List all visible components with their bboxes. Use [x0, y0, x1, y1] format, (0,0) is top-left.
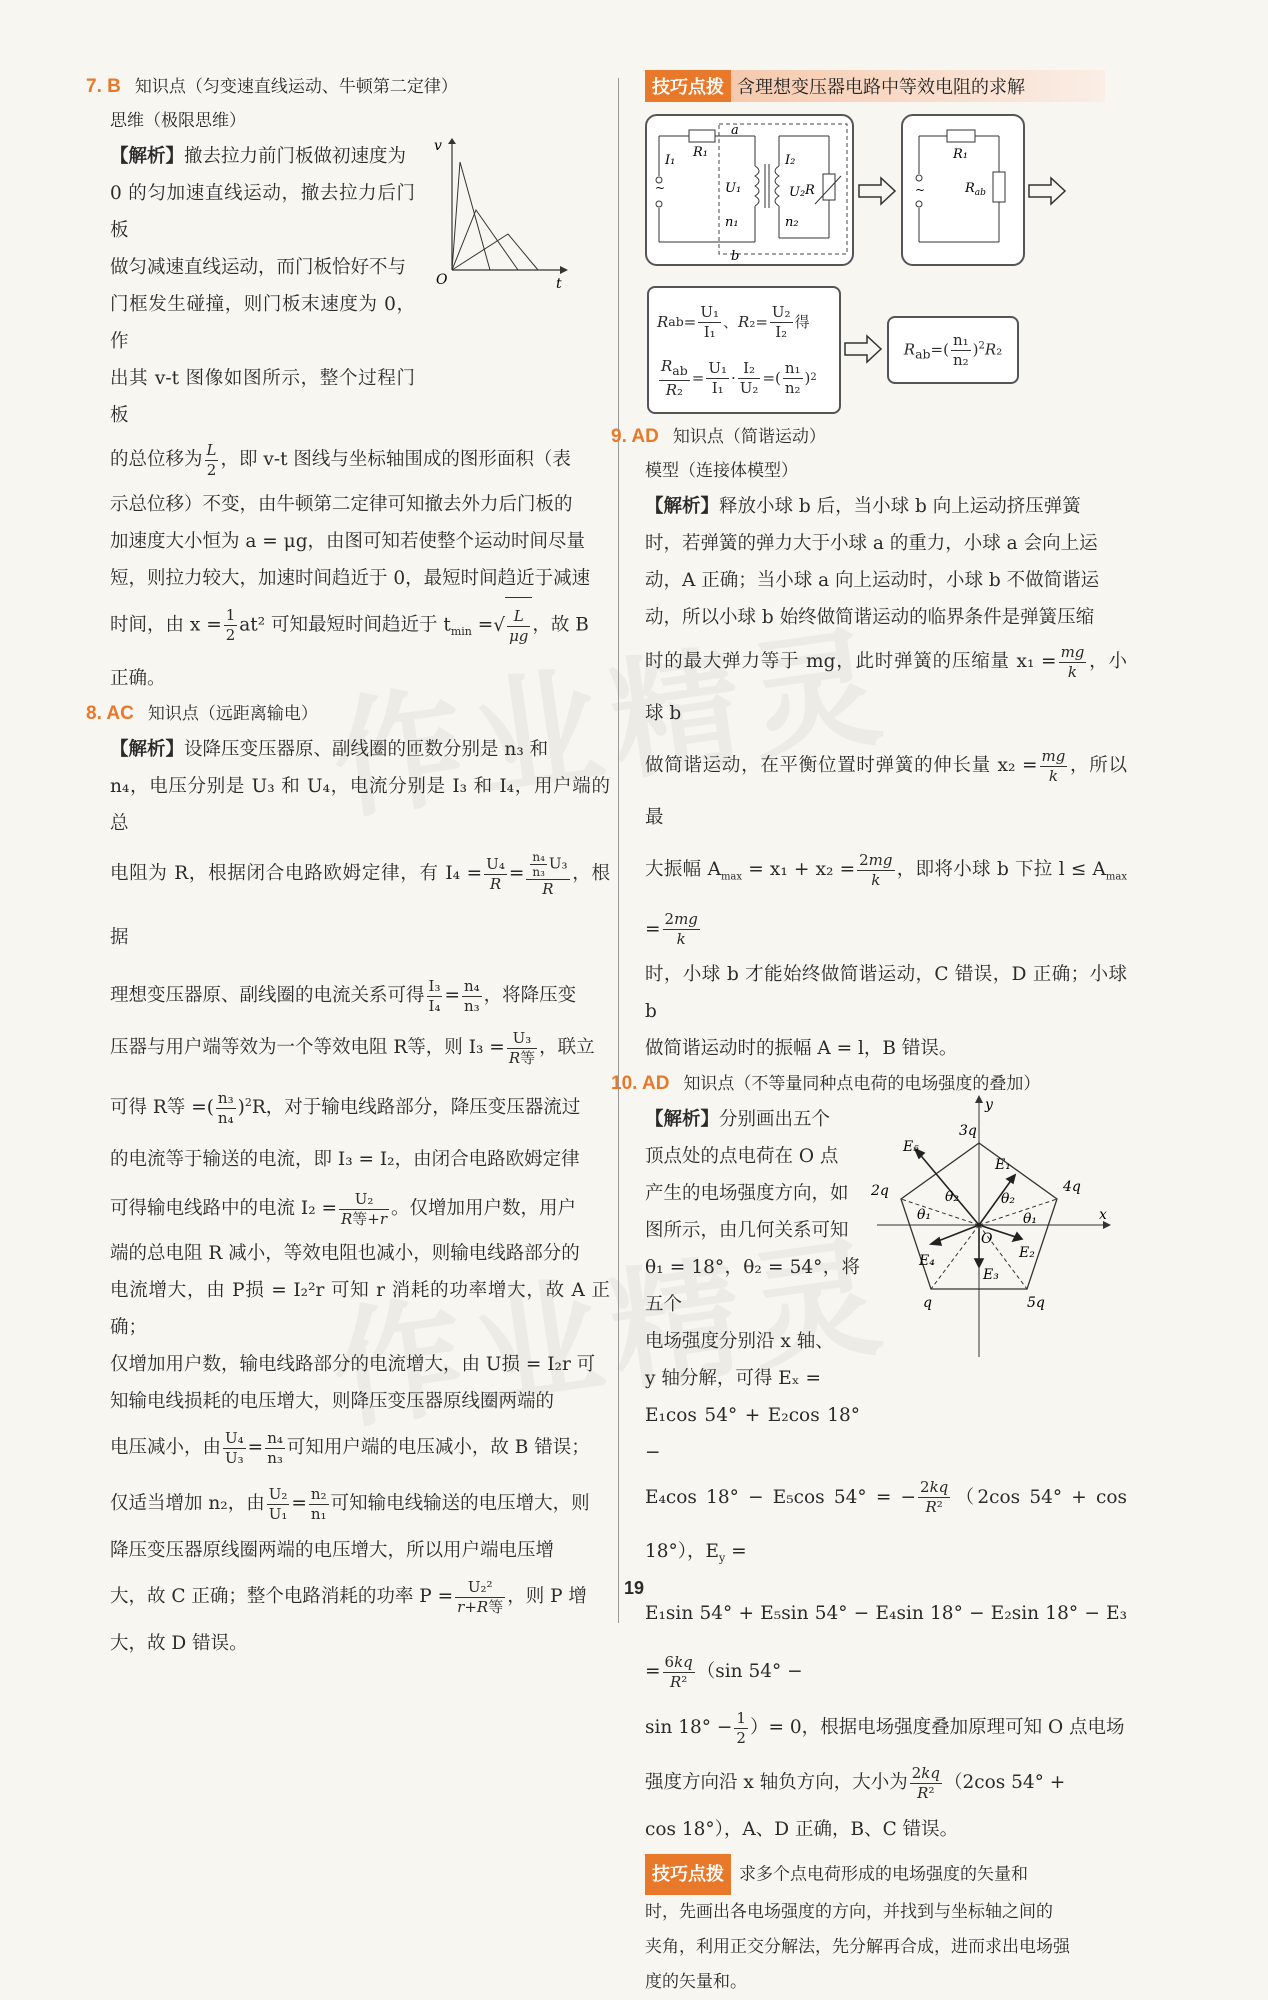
text-line: 门框发生碰撞，则门板末速度为 0，作 — [110, 294, 415, 352]
svg-text:Rab: $R_{ab}$ — [965, 181, 986, 198]
arrow-right-icon — [843, 334, 883, 364]
formula-box: R ab = $\frac{\text{U₁}}{\text{I₁}}$ 、 R ₂= $\frac{\text{U₂}}{\text{I₂}}$ 得 $\frac{R_{ab}}{\text{R₂}}$ = $\frac{\text{U₁}}{\text{I₁}}$ · $\frac{\text{I₂}}{\text{U₂}}$ =( $\frac{\text{n₁}}{\text{n₂}}$ ) 2 — [647, 286, 841, 414]
svg-text:I₁: I₁ — [665, 153, 676, 168]
text-line: 电场强度分别沿 x 轴、 — [645, 1330, 834, 1352]
text-segment: ，即 v-t 图线与坐标轴围成的图形面积（表 — [220, 449, 571, 470]
text-segment: 电阻为 R，根据闭合电路欧姆定律，有 I₄ = — [110, 863, 483, 885]
text-line: 加速度大小恒为 a = μg，由图可知若使整个运动时间尽量 — [110, 531, 586, 552]
text-segment: 可得 R等 = — [110, 1097, 207, 1119]
text-line: 时，小球 b 才能始终做简谐运动，C 错误，D 正确；小球 b — [645, 963, 1127, 1022]
text-line: 时，先画出各电场强度的方向，并找到与坐标轴之间的 — [645, 1902, 1053, 1923]
text-line: 撤去拉力前门板做初速度为 — [184, 146, 407, 167]
equivalent-resistance-diagrams — [645, 110, 1127, 420]
jiexi-label: 【解析】 — [110, 146, 185, 167]
formula-n2-n1: $\frac{\text{n₂}}{\text{n₁}}$ — [310, 1484, 327, 1523]
text-line: 仅增加用户数，输电线路部分的电流增大，由 U损 = I₂r 可 — [110, 1354, 596, 1376]
svg-text:n₁: n₁ — [725, 215, 739, 230]
text-segment: （sin 54° − — [696, 1661, 803, 1683]
text-segment: 释放小球 b 后，当小球 b 向上运动挤压弹簧 — [719, 496, 1081, 517]
text-segment: 时的最大弹力等于 mg，此时弹簧的压缩量 x₁ = — [645, 651, 1057, 672]
text-line: 顶点处的点电荷在 O 点 — [645, 1145, 839, 1167]
text-segment: ，将降压变 — [483, 985, 577, 1007]
jiexi-label: 【解析】 — [645, 496, 720, 517]
axis-arrow-icon — [560, 266, 568, 274]
origin-label: O — [436, 272, 448, 288]
knowledge-point: 知识点（匀变速直线运动、牛顿第二定律） — [134, 77, 458, 97]
left-column — [86, 70, 610, 1662]
knowledge-point: 知识点（不等量同种点电荷的电场强度的叠加） — [683, 1073, 1041, 1094]
formula-2mg-k: $\frac{2mg}{k}$ — [859, 850, 893, 889]
equivalent-circuit-box — [901, 114, 1025, 266]
diagram-label: θ₁ — [917, 1206, 932, 1223]
formula-I2: $\frac{\text{U₂}}{\text{R等+r}}$ — [341, 1189, 388, 1228]
axis-arrow-icon — [975, 1095, 983, 1103]
diagram-label: x — [1099, 1206, 1107, 1223]
text-line: y 轴分解，可得 Eₓ = — [645, 1367, 821, 1389]
formula-6kq-R2: $\frac{6kq}{\text{R²}}$ — [664, 1652, 693, 1691]
text-segment: at² 可知最短时间趋近于 t — [239, 614, 451, 636]
diagram-label: 2q — [871, 1182, 889, 1199]
result-formula-box: $R_{ab}=$( $\frac{\text{n₁}}{\text{n₂}}$ )$^2$R₂ — [887, 316, 1019, 384]
vt-graph — [428, 138, 568, 298]
formula-power: $\frac{\text{U₂²}}{\text{r+R等}}$ — [457, 1577, 504, 1616]
text-line: 产生的电场强度方向，如 — [645, 1182, 849, 1204]
text-line: θ₁ = 18°，θ₂ = 54°，将五个 — [645, 1256, 860, 1315]
formula-mg-k: $\frac{mg}{k}$ — [1060, 642, 1085, 681]
text-segment: ，联立 — [539, 1037, 595, 1059]
text-segment: ，所以最 — [645, 755, 1127, 828]
text-segment: 做简谐运动，在平衡位置时弹簧的伸长量 x₂ = — [645, 755, 1038, 776]
formula-sqrt-L-mu-g: √ $\frac{L}{\mu g}$ — [493, 597, 532, 654]
transformer-circuit-box — [645, 114, 854, 266]
text-line: 的电流等于输送的电流，即 I₃ = I₂，由闭合电路欧姆定律 — [110, 1149, 580, 1171]
diagram-label: θ₂ — [945, 1188, 960, 1205]
text-segment: 时间，由 x = — [110, 614, 222, 636]
arrow-right-icon — [857, 176, 897, 206]
text-segment: = — [725, 1540, 747, 1562]
text-line: 示总位移）不变，由牛顿第二定律可知撤去外力后门板的 — [110, 494, 573, 515]
text-segment: E₁sin 54° + E₅sin 54° − E₄sin 18° − E₂sin 18° − E₃ = — [645, 1603, 1127, 1683]
tip-title: 含理想变压器电路中等效电阻的求解 — [731, 70, 1105, 102]
text-segment: 可知用户端的电压减小，故 B 错误； — [286, 1437, 590, 1459]
diagram-label: E₅ — [903, 1138, 919, 1155]
text-line: 图所示，由几何关系可知 — [645, 1219, 849, 1241]
question-7: 7. B 知识点（匀变速直线运动、牛顿第二定律） 思维（极限思维） v t O 【解析】撤去拉力前门板做初速度为 0 的匀加速直线运动，撤去拉力后门板 做匀减速直线运动，而门板恰好不与 门框发生碰撞，则门板末速度为 0，作 出其 v-t 图像如图所示，整个过程门板 的总位移为 $\frac{L}{2}$ ，即 v-t 图线与坐标轴围成的图形面积（表 示总位移）不变，由牛顿第二定律可知撤去外力后门板的 加速度大小恒为 a = μg，由图可知若使整个运动时间尽量 短，则拉力较大，加速时间趋近于 0，最短时间趋近于减速 时间，由 x = $\frac{1}{2}$ at² 可知最短时间趋近于 $t_{min}$ =√ $\frac{L}{\mu g}$ ，故 B 正确。 — [110, 70, 610, 697]
arrow-right-icon — [1027, 176, 1067, 206]
svg-text:R: R — [805, 183, 815, 198]
text-segment: 可知输电线输送的电压增大，则 — [330, 1493, 590, 1515]
knowledge-point: 知识点（简谐运动） — [672, 427, 826, 447]
text-line: 做匀减速直线运动，而门板恰好不与 — [110, 257, 407, 278]
svg-text:R₁: R₁ — [953, 147, 968, 162]
question-8: 8. AC 知识点（远距离输电） 【解析】设降压变压器原、副线圈的匝数分别是 n₃ 和 n₄，电压分别是 U₃ 和 U₄，电流分别是 I₃ 和 I₄，用户端的总 电阻为 R，根据闭合电路欧姆定律，有 I₄ = $\frac{\text{U₄}}{R}$ = $\frac{\text{n₄}}{\text{n₃}}$ U₃ R ，根据 理想变压器原、副线圈的电流关系可得 $\frac{\text{I₃}}{\text{I₄}}$ = $\frac{\text{n₄}}{\text{n₃}}$ ，将降压变 压器与用户端等效为一个等效电阻 R等，则 I₃ = $\frac{\text{U₃}}{\text{R等}}$ ，联立 可得 R等 =( $\frac{\text{n₃}}{\text{n₄}}$ )$^2$R，对于输电线路部分，降压变压器流过 的电流等于输送的电流，即 I₃ = I₂，由闭合电路欧姆定律 可得输电线路中的电流 I₂ = $\frac{\text{U₂}}{\text{R等+r}}$ 。仅增加用户数，用户 端的总电阻 R 减小，等效电阻也减小，则输电线路部分的 电流增大，由 P损 = I₂²r 可知 r 消耗的功率增大，故 A 正确； 仅增加用户数，输电线路部分的电流增大，由 U损 = I₂r 可 知输电线损耗的电压增大，则降压变压器原线圈两端的 电压减小，由 $\frac{\text{U₄}}{\text{U₃}}$ = $\frac{\text{n₄}}{\text{n₃}}$ 可知用户端的电压减小，故 B 错误； 仅适当增加 n₂，由 $\frac{\text{U₂}}{\text{U₁}}$ = $\frac{\text{n₂}}{\text{n₁}}$ 可知输电线输送的电压增大，则 降压变压器原线圈两端的电压增大，所以用户端电压增 大，故 C 正确；整个电路消耗的功率 P = $\frac{\text{U₂²}}{\text{r+R等}}$ ，则 P 增 大，故 D 错误。 — [110, 697, 610, 1662]
text-segment: ，故 B — [532, 614, 589, 636]
pentagon-field-diagram — [867, 1095, 1117, 1365]
text-segment: ）= 0，根据电场强度叠加原理可知 O 点电场 — [749, 1717, 1125, 1739]
text-line: 夹角，利用正交分解法，先分解再合成，进而求出电场强 — [645, 1937, 1070, 1958]
tip-section-2 — [645, 1854, 1127, 2000]
svg-text:I₂: I₂ — [785, 153, 796, 168]
formula-current-ratio: $\frac{\text{I₃}}{\text{I₄}}$ — [428, 976, 441, 1015]
v-axis-label: v — [434, 138, 442, 154]
text-segment: 强度方向沿 x 轴负方向，大小为 — [645, 1772, 908, 1794]
answer-number: 10. AD — [611, 1072, 670, 1094]
formula-2mg-k: $\frac{2mg}{k}$ — [664, 910, 698, 949]
text-line: 0 的匀加速直线运动，撤去拉力后门板 — [110, 183, 415, 241]
diagram-label: E₂ — [1019, 1244, 1035, 1261]
text-segment: 求多个点电荷形成的电场强度的矢量和 — [739, 1864, 1028, 1885]
formula-L-over-2: $\frac{L}{2}$ — [206, 440, 217, 479]
diagram-label: 4q — [1063, 1178, 1081, 1195]
formula-I4: $\frac{\text{U₄}}{R}$ — [486, 854, 505, 893]
svg-text:~: ~ — [915, 183, 926, 197]
answer-number: 8. AC — [86, 703, 134, 725]
text-line: E₁cos 54° + E₂cos 18° − — [645, 1404, 860, 1463]
knowledge-point: 知识点（远距离输电） — [147, 704, 318, 725]
formula-2kq-R2: $\frac{2kq}{\text{R²}}$ — [920, 1478, 949, 1517]
text-segment: ，小球 b — [645, 651, 1127, 724]
transformer-circuit — [647, 116, 852, 264]
text-segment: 仅适当增加 n₂，由 — [110, 1493, 265, 1515]
text-segment: （2cos 54° + cos 18°），E — [645, 1486, 1127, 1562]
jiexi-label: 【解析】 — [645, 1108, 720, 1130]
column-divider — [618, 78, 619, 1623]
text-segment: 大振幅 A — [645, 859, 721, 880]
formula-I4-b: $\frac{\text{n₄}}{\text{n₃}}$ U₃ R — [526, 850, 569, 899]
formula-half: $\frac{1}{2}$ — [736, 1708, 746, 1747]
text-line: 电流增大，由 P损 = I₂²r 可知 r 消耗的功率增大，故 A 正确； — [110, 1280, 610, 1339]
svg-text:a: a — [731, 123, 739, 138]
diagram-label: 5q — [1027, 1294, 1045, 1311]
text-line: 出其 v-t 图像如图所示，整个过程门板 — [110, 368, 415, 426]
svg-text:n₂: n₂ — [785, 215, 799, 230]
text-segment: E₄cos 18° − E₅cos 54° = − — [645, 1486, 917, 1508]
text-line: 做简谐运动时的振幅 A = l，B 错误。 — [645, 1037, 958, 1059]
diagram-label: θ₂ — [1001, 1190, 1016, 1207]
tip-tag: 技巧点拨 — [645, 70, 731, 102]
text-segment: （2cos 54° + — [943, 1772, 1066, 1794]
separator: 、 — [723, 313, 739, 331]
formula-mg-k: $\frac{mg}{k}$ — [1041, 746, 1066, 785]
text-segment: 设降压变压器原、副线圈的匝数分别是 n₃ 和 — [184, 739, 549, 761]
text-segment: 大，故 C 正确；整个电路消耗的功率 P = — [110, 1586, 454, 1608]
svg-text:R₁: R₁ — [693, 145, 708, 160]
text-line: 正确。 — [110, 668, 166, 690]
text-segment: 分别画出五个 — [719, 1108, 831, 1130]
tip-tag: 技巧点拨 — [645, 1854, 731, 1895]
text-segment: ，根据 — [110, 863, 610, 949]
text-segment: = x₁ + x₂ = — [742, 859, 856, 880]
equivalent-circuit — [903, 116, 1023, 264]
text-line: 降压变压器原线圈两端的电压增大，所以用户端电压增 — [110, 1540, 555, 1562]
jiexi-label: 【解析】 — [110, 739, 185, 761]
text-segment: 。仅增加用户数，用户 — [391, 1198, 577, 1220]
svg-text:b: b — [731, 249, 740, 264]
diagram-label: E₄ — [919, 1252, 935, 1269]
formula-U2-U1: $\frac{\text{U₂}}{\text{U₁}}$ — [268, 1484, 288, 1523]
axis-arrow-icon — [448, 138, 456, 144]
text-segment: 电压减小，由 — [110, 1437, 222, 1459]
formula-turns-ratio: $\frac{\text{n₄}}{\text{n₃}}$ — [463, 976, 480, 1015]
text-line: 动，A 正确；当小球 a 向上运动时，小球 b 不做简谐运 — [645, 570, 1100, 591]
formula-U4-U3: $\frac{\text{U₄}}{\text{U₃}}$ — [225, 1428, 244, 1467]
text-segment: 可得输电线路中的电流 I₂ = — [110, 1198, 337, 1220]
formula-n4-n3: $\frac{\text{n₄}}{\text{n₃}}$ — [267, 1428, 283, 1467]
diagram-label: θ₁ — [1023, 1210, 1038, 1227]
text-line: 端的总电阻 R 减小，等效电阻也减小，则输电线路部分的 — [110, 1243, 580, 1265]
text-segment: = — [471, 614, 494, 636]
formula-half: $\frac{1}{2}$ — [225, 606, 236, 644]
formula-R-eq: ( $\frac{\text{n₃}}{\text{n₄}}$ )$^2$ — [206, 1088, 252, 1127]
svg-text:~: ~ — [655, 181, 666, 195]
text-segment: ，则 P 增 — [507, 1586, 587, 1608]
page-number: 19 — [623, 1578, 645, 1598]
text-segment: R，对于输电线路部分，降压变压器流过 — [251, 1097, 581, 1119]
formula-2kq-R2: $\frac{2kq}{\text{R²}}$ — [911, 1763, 940, 1802]
answer-number: 9. AD — [611, 426, 659, 447]
svg-text:U₁: U₁ — [725, 181, 742, 196]
diagram-label: 3q — [959, 1122, 977, 1139]
text-line: 度的矢量和。 — [645, 1972, 747, 1993]
text-line: n₄，电压分别是 U₃ 和 U₄，电流分别是 I₃ 和 I₄，用户端的总 — [110, 776, 610, 835]
diagram-label: O — [981, 1230, 993, 1247]
answer-number: 7. B — [86, 76, 121, 97]
text-line: 动，所以小球 b 始终做简谐运动的临界条件是弹簧压缩 — [645, 607, 1095, 628]
formula-connector: 得 — [794, 313, 810, 331]
text-segment: 压器与用户端等效为一个等效电阻 R等，则 I₃ = — [110, 1037, 505, 1059]
diagram-label: y — [985, 1096, 993, 1113]
text-segment: sin 18° − — [645, 1717, 733, 1739]
text-segment: ，即将小球 b 下拉 l ≤ A — [896, 859, 1106, 880]
question-9: 9. AD 知识点（简谐运动） 模型（连接体模型） 【解析】释放小球 b 后，当小球 b 向上运动挤压弹簧 时，若弹簧的弹力大于小球 a 的重力，小球 a 会向上运 动，A 正确；当小球 a 向上运动时，小球 b 不做简谐运 动，所以小球 b 始终做简谐运动的临界条件是弹簧压缩 时的最大弹力等于 mg，此时弹簧的压缩量 x₁ = $\frac{mg}{k}$ ，小球 b 做简谐运动，在平衡位置时弹簧的伸长量 x₂ = $\frac{mg}{k}$ ，所以最 大振幅 $A_{max} = x_1 + x_2$ = $\frac{2mg}{k}$ ，即将小球 b 下拉 $l \le A_{max}$ = $\frac{2mg}{k}$ 时，小球 b 才能始终做简谐运动，C 错误，D 正确；小球 b 做简谐运动时的振幅 A = l，B 错误。 — [645, 420, 1127, 1067]
text-line: 知输电线损耗的电压增大，则降压变压器原线圈两端的 — [110, 1391, 555, 1413]
text-segment: = — [645, 918, 661, 940]
text-line: 时，若弹簧的弹力大于小球 a 的重力，小球 a 会向上运 — [645, 533, 1098, 554]
t-axis-label: t — [556, 276, 562, 292]
diagram-label: E₁ — [995, 1156, 1011, 1173]
diagram-label: q — [923, 1294, 932, 1311]
svg-text:U₂: U₂ — [789, 185, 806, 200]
question-10: 10. AD 知识点（不等量同种点电荷的电场强度的叠加） y x O 3q 2q 4q q 5q E₁ E₂ E₃ E₄ E₅ θ₁ θ₂ θ₂ θ₁ 【解析】分别画出五个 顶点处的点电荷在 O 点 产生的电场强度方向，如 图所示，由几何关系可知 θ₁ = 18°，θ₂ = 54°，将五个 电场强度分别沿 x 轴、 y 轴分解，可得 Eₓ = E₁cos 54° + E₂cos 18° − E₄cos 18° − E₅cos 54° = − $\frac{2kq}{\text{R²}}$ （2cos 54° + cos 18°），$E_y$ = E₁sin 54° + E₅sin 54° − E₄sin 18° − E₂sin 18° − E₃ = $\frac{6kq}{\text{R²}}$ （sin 54° − sin 18° − $\frac{1}{2}$ ）= 0，根据电场强度叠加原理可知 O 点电场 强度方向沿 x 轴负方向，大小为 $\frac{2kq}{\text{R²}}$ （2cos 54° + cos 18°），A、D 正确，B、C 错误。 — [645, 1067, 1127, 1849]
formula-I3: $\frac{\text{U₃}}{\text{R等}}$ — [508, 1028, 536, 1067]
tip-banner — [645, 70, 1127, 102]
text-segment: 理想变压器原、副线圈的电流关系可得 — [110, 985, 425, 1007]
text-line: cos 18°），A、D 正确，B、C 错误。 — [645, 1819, 959, 1841]
text-line: 大，故 D 错误。 — [110, 1633, 248, 1655]
thinking-method: 思维（极限思维） — [110, 111, 246, 131]
model-type: 模型（连接体模型） — [645, 461, 798, 481]
text-line: 短，则拉力较大，加速时间趋近于 0，最短时间趋近于减速 — [110, 568, 591, 589]
diagram-label: E₃ — [983, 1266, 999, 1283]
text-segment: 的总位移为 — [110, 449, 203, 470]
